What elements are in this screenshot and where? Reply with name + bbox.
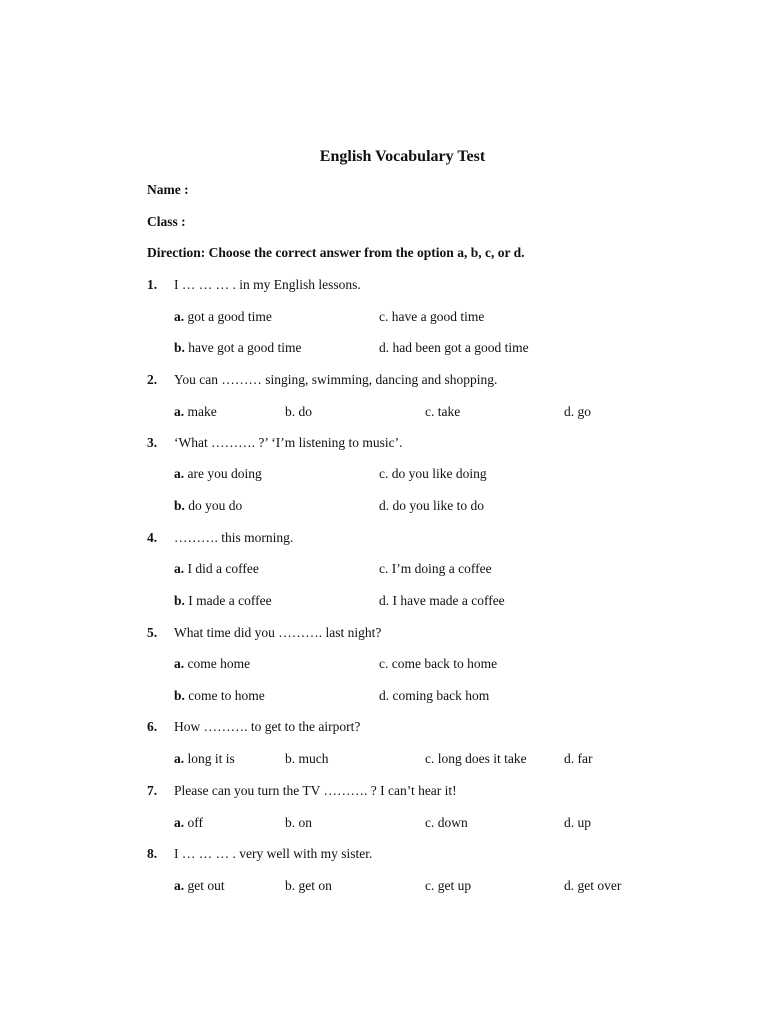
class-label: Class : [147, 214, 186, 229]
option-text: much [298, 751, 329, 766]
option-letter: c. [379, 466, 389, 481]
option [285, 405, 312, 419]
option-text: I have made a coffee [392, 593, 505, 608]
option-text: take [437, 404, 461, 419]
option-text: down [437, 815, 468, 830]
option-letter: d. [379, 593, 390, 608]
option [174, 816, 203, 830]
option [174, 562, 259, 576]
option-letter: a. [174, 309, 185, 324]
option [425, 816, 468, 830]
option-text: do you like doing [391, 466, 487, 481]
option-text: get over [577, 878, 622, 893]
option [174, 689, 265, 703]
option [174, 594, 272, 608]
option [174, 405, 217, 419]
option-text: have got a good time [188, 340, 302, 355]
option-letter: b. [174, 593, 185, 608]
option [425, 879, 471, 893]
option-letter: c. [425, 878, 435, 893]
option-letter: d. [564, 404, 575, 419]
name-label: Name : [147, 182, 189, 197]
option [425, 752, 527, 766]
question-text: ‘What ………. ?’ ‘I’m listening to music’. [174, 435, 403, 450]
option-letter: a. [174, 561, 185, 576]
option-letter: d. [564, 815, 575, 830]
option-text: up [577, 815, 591, 830]
question-text: I … … … . in my English lessons. [174, 277, 361, 292]
question-text: Please can you turn the TV ………. ? I can’t hear it! [174, 783, 457, 798]
option-letter: b. [285, 751, 296, 766]
option-text: come back to home [391, 656, 498, 671]
option-letter: a. [174, 878, 185, 893]
option-text: on [298, 815, 312, 830]
option-letter: a. [174, 656, 185, 671]
question-number: 6. [147, 719, 158, 734]
option-text: have a good time [391, 309, 485, 324]
option-letter: c. [425, 751, 435, 766]
option [564, 879, 621, 893]
option [174, 341, 302, 355]
option-letter: b. [285, 815, 296, 830]
option-letter: d. [379, 688, 390, 703]
option-text: get up [437, 878, 472, 893]
option-letter: b. [285, 878, 296, 893]
option-letter: c. [379, 309, 389, 324]
option [285, 752, 329, 766]
question-number: 1. [147, 277, 158, 292]
question-text: ………. this morning. [174, 530, 294, 545]
option [379, 594, 505, 608]
question-number: 4. [147, 530, 158, 545]
option [174, 467, 262, 481]
option [285, 816, 312, 830]
question-number: 3. [147, 435, 158, 450]
option [379, 310, 484, 324]
option-letter: a. [174, 751, 185, 766]
option-text: get out [187, 878, 225, 893]
option-letter: b. [174, 688, 185, 703]
question-number: 5. [147, 625, 158, 640]
option [174, 499, 242, 513]
option-text: come home [187, 656, 251, 671]
question-text: You can ……… singing, swimming, dancing and shopping. [174, 372, 498, 387]
option-text: come to home [188, 688, 265, 703]
option-letter: a. [174, 404, 185, 419]
question-text: What time did you ………. last night? [174, 625, 382, 640]
option [379, 657, 497, 671]
option [379, 689, 489, 703]
option [379, 562, 492, 576]
option [174, 879, 225, 893]
option-letter: c. [425, 815, 435, 830]
option-text: long it is [187, 751, 235, 766]
question-text: I … … … . very well with my sister. [174, 846, 373, 861]
option-letter: d. [379, 340, 390, 355]
option [564, 405, 591, 419]
option [425, 405, 460, 419]
option-letter: a. [174, 815, 185, 830]
option-letter: b. [174, 340, 185, 355]
option-letter: d. [379, 498, 390, 513]
option-letter: c. [379, 656, 389, 671]
option-text: get on [298, 878, 332, 893]
option [174, 752, 235, 766]
option-text: do you do [188, 498, 243, 513]
option-letter: b. [285, 404, 296, 419]
option [379, 341, 529, 355]
question-number: 8. [147, 846, 158, 861]
option-text: I’m doing a coffee [391, 561, 492, 576]
option-letter: d. [564, 751, 575, 766]
option [174, 310, 272, 324]
question-number: 7. [147, 783, 158, 798]
question-number: 2. [147, 372, 158, 387]
page-title: English Vocabulary Test [319, 148, 486, 165]
direction-text: Direction: Choose the correct answer from the option a, b, c, or d. [147, 245, 525, 260]
option-text: got a good time [187, 309, 272, 324]
question-text: How ………. to get to the airport? [174, 719, 361, 734]
option-text: coming back hom [392, 688, 490, 703]
option [379, 467, 487, 481]
option [564, 752, 592, 766]
option-letter: b. [174, 498, 185, 513]
option-text: go [577, 404, 591, 419]
option-letter: d. [564, 878, 575, 893]
option-text: long does it take [437, 751, 527, 766]
option-letter: c. [379, 561, 389, 576]
option-text: are you doing [187, 466, 262, 481]
option-text: off [187, 815, 203, 830]
option-text: I made a coffee [188, 593, 272, 608]
option-text: had been got a good time [392, 340, 529, 355]
option [564, 816, 591, 830]
option-text: far [577, 751, 593, 766]
option-letter: a. [174, 466, 185, 481]
option [379, 499, 484, 513]
option [174, 657, 250, 671]
option-text: do [298, 404, 312, 419]
option-letter: c. [425, 404, 435, 419]
option-text: I did a coffee [187, 561, 259, 576]
option-text: do you like to do [392, 498, 484, 513]
option [285, 879, 332, 893]
option-text: make [187, 404, 217, 419]
